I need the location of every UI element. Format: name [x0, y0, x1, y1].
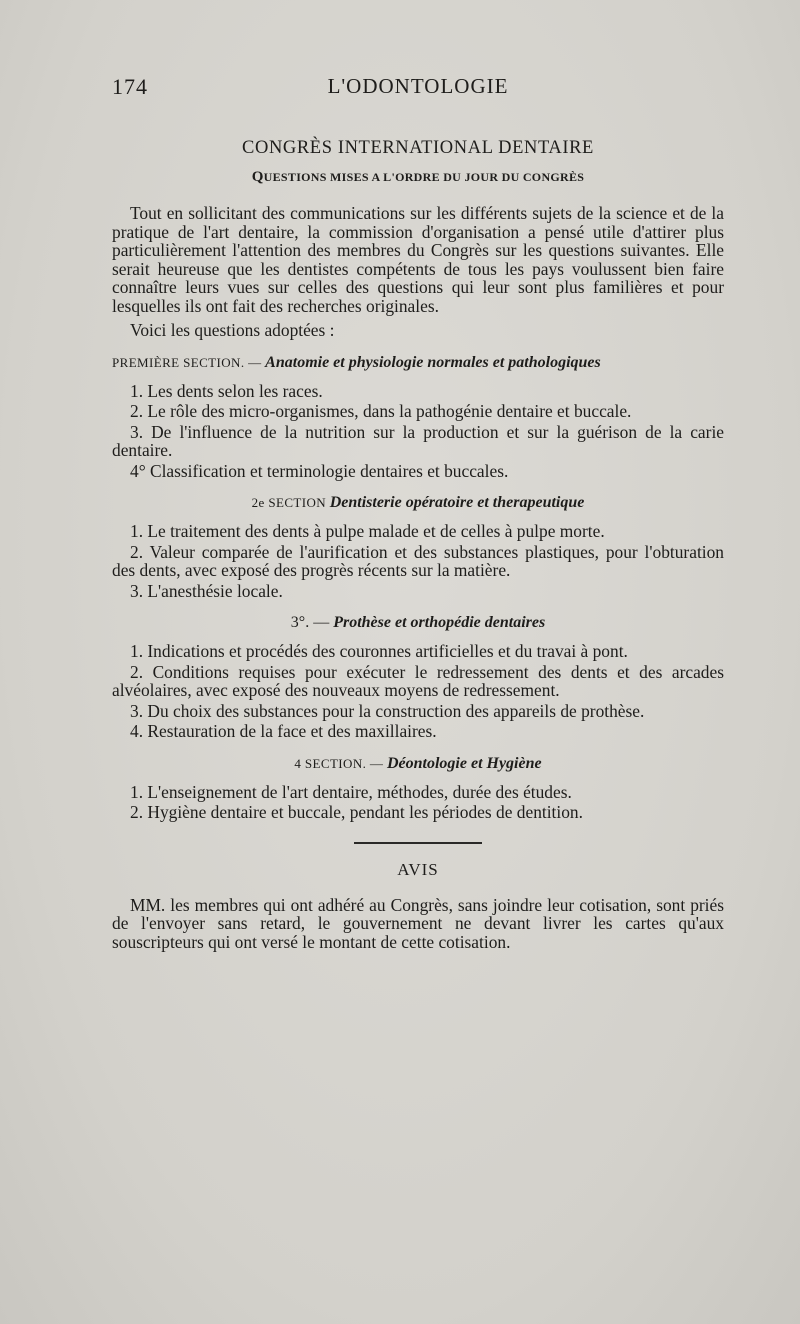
section-3-item: 2. Conditions requises pour exécuter le redressement des dents et des arcades alvéolaires, avec exposé des nouveaux moyens de redressement.	[112, 661, 724, 700]
section-3-label: 3°. —	[290, 614, 334, 631]
avis-paragraph: MM. les membres qui ont adhéré au Congrès, sans joindre leur cotisation, sont priés de l'envoyer sans retard, le gouvernement ne devant livrer les cartes qu'aux souscripteurs qui ont versé le montant de cette cotisation.	[112, 894, 724, 952]
section-2-label: 2e SECTION	[251, 495, 330, 510]
intro-paragraph: Tout en sollicitant des communications sur les différents sujets de la science et de la pratique de l'art dentaire, la commission d'organisation a pensé utile d'attirer plus particulièrement l'attention des membres du Congrès sur les questions suivantes. Elle serait heureuse que les dentistes compétents de tous les pays voulussent bien faire connaître leurs vues sur celles des questions qui leur sont plus familières et pour lesquelles ils ont fait des recherches originales.	[112, 203, 724, 316]
section-2-title: Dentisterie opératoire et therapeutique	[329, 494, 585, 511]
page-number: 174	[112, 74, 148, 99]
section-4-heading	[112, 755, 724, 773]
section-1-heading	[112, 354, 724, 372]
section-2-item: 3. L'anesthésie locale.	[130, 580, 283, 601]
section-2-item: 2. Valeur comparée de l'aurification et des substances plastiques, pour l'obturation des dents, avec exposé des progrès récents sur la matière.	[112, 541, 724, 580]
subtitle-rest: UESTIONS MISES A L'ORDRE DU JOUR DU CONGRÈS	[263, 170, 585, 184]
section-1-title: Anatomie et physiologie normales et pathologiques	[265, 353, 601, 371]
section-2-heading	[112, 494, 724, 512]
running-title: L'ODONTOLOGIE	[327, 74, 509, 98]
section-4-title: Déontologie et Hygiène	[386, 754, 542, 772]
subtitle-initial: Q	[251, 169, 264, 185]
section-3-item: 4. Restauration de la face et des maxillaires.	[130, 721, 437, 741]
section-1-label: PREMIÈRE SECTION. —	[112, 354, 266, 370]
section-4-item: 1. L'enseignement de l'art dentaire, méthodes, durée des études.	[130, 781, 572, 802]
article-subtitle	[112, 169, 724, 186]
section-1-item: 3. De l'influence de la nutrition sur la production et sur la guérison de la carie dentaire.	[112, 421, 724, 460]
section-3-item: 1. Indications et procédés des couronnes artificielles et du travai à pont.	[130, 641, 628, 661]
questions-intro: Voici les questions adoptées :	[130, 320, 335, 340]
separator-rule	[354, 842, 482, 844]
section-4-label: 4 SECTION. —	[294, 755, 387, 771]
section-4-item: 2. Hygiène dentaire et buccale, pendant les périodes de dentition.	[130, 802, 583, 822]
article-title: CONGRÈS INTERNATIONAL DENTAIRE	[242, 138, 594, 158]
avis-heading: AVIS	[397, 859, 439, 879]
section-3-item: 3. Du choix des substances pour la construction des appareils de prothèse.	[130, 700, 645, 721]
section-3-heading	[112, 614, 724, 632]
section-1-item: 4° Classification et terminologie dentaires et buccales.	[130, 460, 509, 481]
section-1-item: 2. Le rôle des micro-organismes, dans la pathogénie dentaire et buccale.	[130, 401, 632, 421]
page-header	[112, 74, 724, 106]
section-2-item: 1. Le traitement des dents à pulpe malade et de celles à pulpe morte.	[130, 521, 605, 541]
page-content	[112, 138, 724, 951]
section-3-title: Prothèse et orthopédie dentaires	[333, 614, 546, 631]
section-1-item: 1. Les dents selon les races.	[130, 380, 323, 401]
